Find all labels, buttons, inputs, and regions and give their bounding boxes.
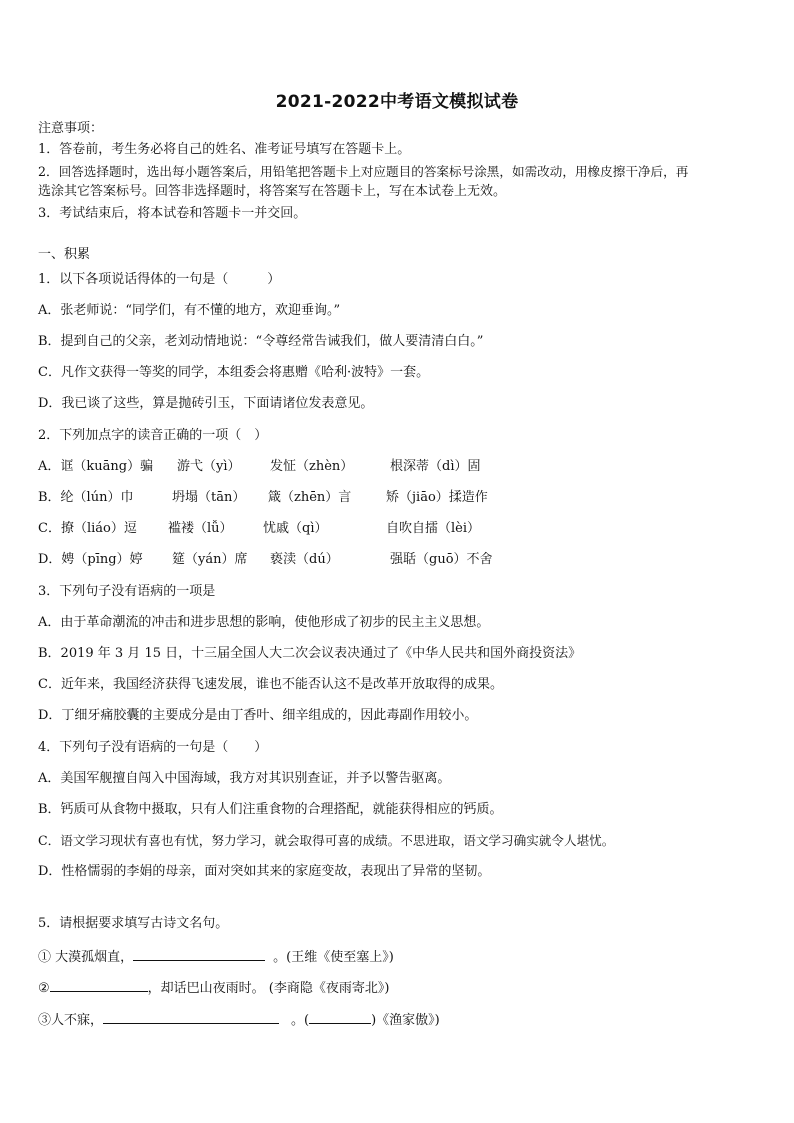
q4-option-d: D．性格懦弱的李娟的母亲，面对突如其来的家庭变故，表现出了异常的坚韧。 — [38, 864, 491, 879]
q2-stem: 2．下列加点字的读音正确的一项（ ） — [38, 428, 268, 443]
q5-item-2-pre: ② — [38, 981, 50, 996]
q1-option-b: B．提到自己的父亲，老刘动情地说：“令尊经常告诫我们，做人要清清白白。” — [38, 334, 484, 349]
notice-heading: 注意事项： — [38, 121, 104, 136]
q2-c-1: C．撩（liáo）逗 — [38, 521, 137, 536]
q3-option-d: D．丁细牙痛胶囊的主要成分是由丁香叶、细辛组成的，因此毒副作用较小。 — [38, 708, 478, 723]
q2-d-1: D．娉（pīng）婷 — [38, 552, 143, 567]
q1-option-d: D．我已谈了这些，算是抛砖引玉，下面请诸位发表意见。 — [38, 396, 374, 411]
q1-stem: 1．以下各项说话得体的一句是（ ） — [38, 272, 281, 287]
q4-option-a: A．美国军舰擅自闯入中国海域，我方对其识别查证，并予以警告驱离。 — [38, 771, 451, 786]
q3-option-c: C．近年来，我国经济获得飞速发展，谁也不能否认这不是改革开放取得的成果。 — [38, 677, 503, 692]
q2-c-3: 忧戚（qì） — [263, 521, 328, 536]
q5-item-3-author-blank[interactable] — [309, 1011, 371, 1024]
q4-option-c: C．语文学习现状有喜也有忧，努力学习，就会取得可喜的成绩。不思进取，语文学习确实就令人堪忧。 — [38, 833, 615, 848]
q5-item-2 — [38, 979, 389, 997]
notice-item-2: 2．回答选择题时，选出每小题答案后，用铅笔把答题卡上对应题目的答案标号涂黑，如需改动，用橡皮擦干净后，再 — [38, 164, 689, 179]
notice-item-2-cont: 选涂其它答案标号。回答非选择题时，将答案写在答题卡上，写在本试卷上无效。 — [38, 184, 507, 199]
page-title: 2021-2022中考语文模拟试卷 — [275, 92, 519, 112]
notice-item-3: 3．考试结束后，将本试卷和答题卡一并交回。 — [38, 206, 307, 221]
q2-b-1: B．纶（lún）巾 — [38, 490, 134, 505]
q5-item-3 — [38, 1011, 440, 1029]
q5-item-3-blank[interactable] — [103, 1011, 279, 1024]
q2-d-4: 强聒（guō）不舍 — [390, 552, 493, 567]
q5-item-2-blank[interactable] — [50, 979, 148, 992]
q1-option-a: A．张老师说：“同学们，有不懂的地方，欢迎垂询。” — [38, 303, 341, 318]
q2-a-1: A．诓（kuāng）骗 — [38, 459, 154, 474]
q1-option-c: C．凡作文获得一等奖的同学，本组委会将惠赠《哈利·波特》一套。 — [38, 365, 430, 380]
q2-a-3: 发怔（zhèn） — [270, 459, 354, 474]
q2-d-2: 筵（yán）席 — [172, 552, 248, 567]
q5-item-1-pre: ① 大漠孤烟直， — [38, 950, 134, 965]
q4-stem: 4．下列句子没有语病的一句是（ ） — [38, 740, 268, 755]
q2-d-3: 亵渎（dú） — [270, 552, 339, 567]
q3-stem: 3．下列句子没有语病的一项是 — [38, 584, 216, 599]
q5-item-3-mid: 。( — [291, 1013, 310, 1028]
q5-item-1-blank[interactable] — [133, 948, 265, 961]
q5-item-1 — [38, 948, 394, 966]
q3-option-b: B．2019 年 3 月 15 日，十三届全国人大二次会议表决通过了《中华人民共和国外商投资法》 — [38, 646, 582, 661]
q5-item-3-post: )《渔家傲》) — [371, 1013, 440, 1028]
q2-c-4: 自吹自擂（lèi） — [386, 521, 481, 536]
q2-a-4: 根深蒂（dì）固 — [390, 459, 481, 474]
q2-a-2: 游弋（yì） — [177, 459, 241, 474]
q2-b-4: 矫（jiāo）揉造作 — [386, 490, 488, 505]
notice-item-1: 1．答卷前，考生务必将自己的姓名、准考证号填写在答题卡上。 — [38, 142, 411, 157]
q4-option-b: B．钙质可从食物中摄取，只有人们注重食物的合理搭配，就能获得相应的钙质。 — [38, 802, 503, 817]
q5-stem: 5．请根据要求填写古诗文名句。 — [38, 916, 229, 931]
q5-item-1-post: 。(王维《使至塞上》) — [273, 950, 394, 965]
section-heading: 一、积累 — [38, 247, 91, 262]
q2-c-2: 褴褛（lǚ） — [168, 521, 233, 536]
q5-item-2-post: ，却话巴山夜雨时。 (李商隐《夜雨寄北》) — [147, 981, 390, 996]
q3-option-a: A．由于革命潮流的冲击和进步思想的影响，使他形成了初步的民主主义思想。 — [38, 615, 490, 630]
q2-b-2: 坍塌（tān） — [172, 490, 246, 505]
q2-b-3: 箴（zhēn）言 — [268, 490, 352, 505]
q5-item-3-pre: ③人不寐， — [38, 1013, 104, 1028]
